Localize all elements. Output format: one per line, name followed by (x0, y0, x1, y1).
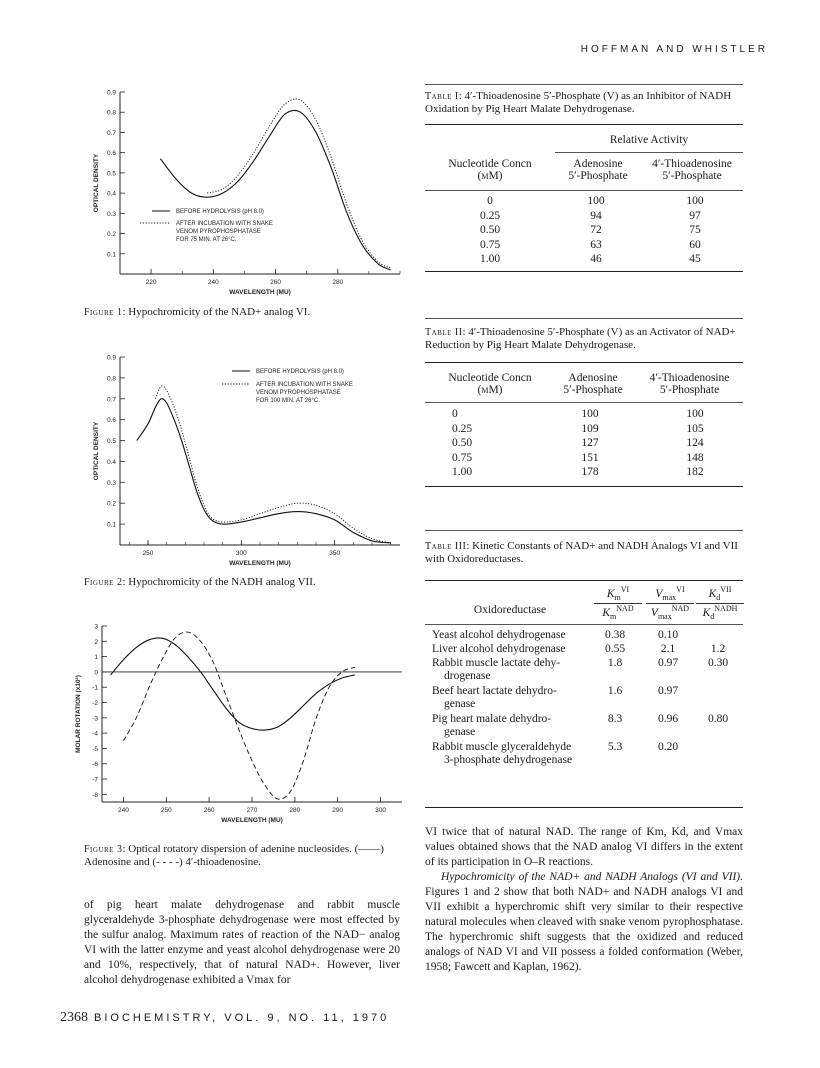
table-3-vmax-value: 0.10 (657, 629, 679, 641)
table-3-row-name: Liver alcohol dehydrogenase (432, 643, 566, 655)
y-tick-label: 0.2 (106, 500, 116, 508)
y-tick-label: 0.3 (106, 210, 116, 218)
table-1-cell: 46 (590, 253, 602, 265)
table-3-kd-value: 0.80 (707, 713, 729, 725)
x-tick-label: 260 (203, 807, 215, 814)
table-3-head-rule (425, 580, 743, 581)
table-2-cell: 0.75 (452, 451, 473, 464)
x-tick-label: 300 (235, 550, 247, 557)
y-tick-label: 0.9 (106, 354, 116, 362)
table-3-bottom-rule (425, 807, 743, 808)
journal-line: BIOCHEMISTRY, VOL. 9, NO. 11, 1970 (94, 1012, 390, 1024)
figure-1-chart (72, 80, 412, 305)
figure-3-caption (84, 843, 404, 869)
table-3-vmax-value: 0.97 (657, 657, 679, 669)
left-body-text: of pig heart malate dehydrogenase and rabbit muscle glyceraldehyde 3-phosphate dehydrogenase were most effected by the sulfur analog. Maximum rates of reaction of the NAD− analog VI with the latter enzyme and yeast alcohol dehydrogenase were 20 and 10%, respectively, that of natural NAD+. However, liver alcohol dehydrogenase exhibited a Vmax for (84, 899, 400, 986)
y-tick-label: 0.1 (106, 251, 116, 259)
table-3-km-value: 0.38 (604, 629, 626, 641)
table-2-cell: 100 (686, 408, 704, 420)
x-tick-label: 240 (207, 279, 219, 286)
table-3-top-rule (425, 530, 743, 531)
table-3-kd-value: 0.30 (707, 657, 729, 669)
right-body-text-1: VI twice that of natural NAD. The range of Km, Kd, and Vmax values obtained shows that the NAD analog VI differs in the extent of its participation in O–R reactions. (425, 826, 743, 868)
table-2-label: Table II (425, 327, 463, 338)
table-3-vmax-value: 0.20 (657, 741, 679, 753)
x-tick-label: 240 (117, 807, 129, 814)
y-tick-label: 0.8 (106, 109, 116, 117)
running-header: HOFFMAN AND WHISTLER (580, 44, 768, 55)
table-3-row-name: Beef heart lactate dehydro- (432, 685, 557, 697)
table-2-title: : 4′-Thioadenosine 5′-Phosphate (V) as an Activator of NAD+ Reduction by Pig Heart Malate Dehydrogenase. (425, 326, 736, 351)
y-tick-label: 0.3 (106, 479, 116, 487)
table-3-row-name-cont: genase (444, 726, 476, 738)
x-tick-label: 260 (270, 279, 281, 286)
table-1-cell: 75 (689, 224, 701, 236)
y-tick-label: 0.5 (106, 170, 116, 178)
y-tick-label: 0.7 (106, 129, 116, 137)
table-2-cell: 0.25 (452, 422, 473, 435)
y-tick-label: -6 (92, 761, 98, 769)
table-1-bottom-rule (425, 271, 743, 272)
x-tick-label: 280 (289, 807, 301, 814)
table-1-cell: 0.50 (479, 224, 501, 236)
x-axis-label: WAVELENGTH (MU) (229, 289, 291, 296)
legend-dotted-label: FOR 75 MIN. AT 26°C. (176, 237, 237, 243)
right-body-text-2 (425, 870, 743, 975)
y-tick-label: 0.6 (106, 417, 116, 425)
series-line-solid (160, 110, 390, 270)
legend-solid-label: BEFORE HYDROLYSIS (pH 8.0) (256, 369, 344, 375)
table-2-cell: 182 (686, 466, 704, 478)
legend-dotted-label: VENOM PYROPHOSPHATASE (256, 390, 341, 396)
figure-3-chart (72, 618, 412, 833)
table-3-title: : Kinetic Constants of NAD+ and NADH Analogs VI and VII with Oxidoreductases. (425, 540, 738, 565)
legend-dotted-label: VENOM PYROPHOSPHATASE (176, 229, 261, 235)
table-3-kd-value: 1.2 (710, 643, 726, 655)
table-2-col1-head: Nucleotide Concn (mM) (448, 372, 532, 396)
table-1-caption (425, 90, 743, 116)
y-tick-label: 0.6 (106, 150, 116, 158)
table-2-col2-head: Adenosine 5′-Phosphate (563, 372, 623, 396)
table-1-spanner: Relative Activity (609, 134, 689, 146)
x-tick-label: 250 (142, 550, 154, 557)
y-axis-label: OPTICAL DENSITY (93, 153, 100, 213)
y-tick-label: 0.4 (106, 190, 116, 198)
x-tick-label: 300 (375, 807, 387, 814)
table-2-cell: 148 (686, 451, 704, 464)
x-tick-label: 250 (160, 807, 172, 814)
table-3-km-value: 0.55 (604, 643, 626, 655)
x-tick-label: 280 (332, 279, 344, 286)
table-1-col1-head: Nucleotide Concn (mM) (448, 158, 532, 182)
y-tick-label: 0 (94, 669, 98, 677)
table-2-cell: 109 (581, 422, 599, 435)
table-2-caption (425, 326, 743, 352)
y-tick-label: 3 (94, 623, 98, 631)
x-axis-label: WAVELENGTH (MU) (221, 817, 283, 824)
y-tick-label: -1 (92, 684, 98, 692)
table-3-label: Table III (425, 541, 467, 552)
series-line-solid (137, 399, 391, 543)
table-3-vmax-head: $V_{max}^{VI}$ $V_{max}^{NAD}$ (646, 585, 694, 621)
y-tick-label: 1 (94, 654, 98, 662)
table-3-km-value: 1.6 (607, 685, 623, 697)
x-axis-label: WAVELENGTH (MU) (229, 560, 291, 567)
series-line-dotted (156, 386, 391, 543)
table-3-caption (425, 540, 743, 566)
y-tick-label: 0.2 (106, 231, 116, 239)
table-3-vmax-value: 2.1 (660, 643, 676, 655)
series-line-solid (111, 638, 355, 730)
table-1-label: Table I (425, 91, 459, 102)
y-tick-label: 0.9 (106, 89, 116, 97)
y-tick-label: -4 (92, 730, 98, 738)
figure-2-caption-label: Figure 2 (84, 577, 123, 588)
table-2-cell: 124 (686, 437, 704, 449)
table-3-km-value: 1.8 (607, 657, 623, 669)
table-1-cell: 0.25 (479, 209, 501, 222)
table-1-title: : 4′-Thioadenosine 5′-Phosphate (V) as an Inhibitor of NADH Oxidation by Pig Heart Malate Dehydrogenase. (425, 90, 732, 115)
table-3-kd-head: $K_d^{VII}$ $K_d^{NADH}$ (696, 585, 744, 621)
table-2-cell: 100 (581, 408, 599, 420)
table-1-cell: 72 (590, 224, 602, 236)
table-3-vmax-value: 0.96 (657, 713, 679, 725)
table-2-cell: 151 (581, 451, 599, 464)
figure-3-caption-text: : Optical rotatory dispersion of adenine nucleosides. (——) Adenosine and (- - - -) 4′-thioadenosine. (84, 843, 384, 868)
table-2-cell: 127 (581, 437, 599, 449)
table-1-head-rule (425, 124, 743, 125)
table-2-cell: 105 (686, 422, 704, 435)
legend-dotted-label: AFTER INCUBATION WITH SNAKE (176, 221, 273, 227)
table-1-cell: 94 (590, 209, 602, 222)
table-1-cell: 100 (587, 195, 605, 207)
table-1-cell: 1.00 (479, 253, 501, 265)
table-1-col3-head: 4′-Thioadenosine 5′-Phosphate (652, 158, 732, 182)
table-2-col3-head: 4′-Thioadenosine 5′-Phosphate (649, 372, 730, 396)
x-tick-label: 270 (246, 807, 258, 814)
table-1-cell: 0 (487, 195, 493, 207)
y-tick-label: 0.4 (106, 458, 116, 466)
x-tick-label: 220 (145, 279, 157, 286)
y-tick-label: -2 (92, 700, 98, 708)
figure-3-caption-label: Figure 3 (84, 844, 123, 855)
table-1-cell: 97 (689, 209, 701, 222)
y-axis-label: OPTICAL DENSITY (93, 421, 100, 481)
table-2-head-rule (425, 362, 743, 363)
table-2-body-rule (425, 402, 743, 403)
legend-dotted-label: AFTER INCUBATION WITH SNAKE (256, 382, 353, 388)
table-2-top-rule (425, 318, 743, 319)
table-1-cell: 63 (590, 238, 602, 251)
table-1-body-rule (425, 190, 743, 191)
table-3-row-name: Rabbit muscle glyceraldehyde (432, 741, 572, 753)
table-3-km-value: 8.3 (607, 713, 623, 725)
page-footer (60, 1010, 389, 1026)
legend-dotted-label: FOR 100 MIN. AT 26°C. (256, 398, 320, 404)
table-3-km-value: 5.3 (607, 741, 623, 753)
series-line-dashed (123, 632, 355, 799)
table-3-vmax-value: 0.97 (657, 685, 679, 697)
y-tick-label: -7 (92, 776, 98, 784)
figure-2-caption-text: : Hypochromicity of the NADH analog VII. (122, 576, 316, 588)
y-axis-label: MOLAR ROTATION (x10³) (75, 675, 82, 753)
y-tick-label: 0.7 (106, 396, 116, 404)
x-tick-label: 290 (332, 807, 344, 814)
table-1-cell: 100 (686, 195, 704, 207)
table-1-top-rule (425, 84, 743, 85)
table-3-row-name-cont: genase (444, 698, 476, 710)
table-1-cell: 45 (689, 253, 701, 265)
figure-1-caption (84, 306, 404, 319)
legend-solid-label: BEFORE HYDROLYSIS (pH 8.0) (176, 209, 264, 215)
table-3-row-name: Pig heart malate dehydro- (432, 713, 552, 725)
y-tick-label: 0.5 (106, 438, 116, 446)
right-body-text-2-content: Figures 1 and 2 show that both NAD+ and NADH analogs VI and VII exhibit a hyperchromic shift very similar to their respective natural molecules when cleaved with snake venom pyrophosphatase. The hyperchromic shift suggests that the oxidized and reduced analogs of NAD VI and VII possess a folded conformation (Weber, 1958; Fawcett and Kaplan, 1962). (425, 886, 743, 973)
page-number: 2368 (60, 1010, 88, 1025)
table-2-bottom-rule (425, 486, 743, 487)
table-3-row-name: Rabbit muscle lactate dehy- (432, 657, 561, 669)
y-tick-label: 2 (94, 638, 98, 646)
figure-2-caption (84, 576, 404, 589)
table-1-spanner-rule (555, 152, 743, 153)
table-2-cell: 1.00 (452, 466, 473, 478)
table-1-cell: 0.75 (479, 238, 501, 251)
table-2-cell: 178 (581, 466, 599, 478)
table-1-cell: 60 (689, 238, 701, 251)
figure-1-caption-text: : Hypochromicity of the NAD+ analog VI. (122, 306, 311, 318)
table-3-row-name-cont: drogenase (444, 670, 491, 682)
table-3-row-name-cont: 3-phosphate dehydrogenase (444, 754, 573, 766)
figure-1-caption-label: Figure 1 (84, 307, 123, 318)
table-3-body-rule (425, 624, 743, 625)
y-tick-label: -3 (92, 715, 98, 723)
y-tick-label: 0.1 (106, 521, 116, 529)
table-3-km-head: $K_m^{VI}$ $K_m^{NAD}$ (594, 585, 642, 621)
figure-2-chart (72, 345, 412, 573)
table-2-cell: 0 (452, 408, 458, 420)
right-section-heading: Hypochromicity of the NAD+ and NADH Analogs (VI and VII). (441, 871, 743, 883)
table-1-col2-head: Adenosine 5′-Phosphate (568, 158, 628, 182)
y-tick-label: -5 (92, 745, 98, 753)
table-2-cell: 0.50 (452, 437, 473, 449)
table-3-col1-head: Oxidoreductase (473, 604, 547, 616)
x-tick-label: 350 (329, 550, 341, 557)
y-tick-label: 0.8 (106, 375, 116, 383)
table-3-row-name: Yeast alcohol dehydrogenase (432, 629, 566, 641)
y-tick-label: -8 (92, 791, 98, 799)
